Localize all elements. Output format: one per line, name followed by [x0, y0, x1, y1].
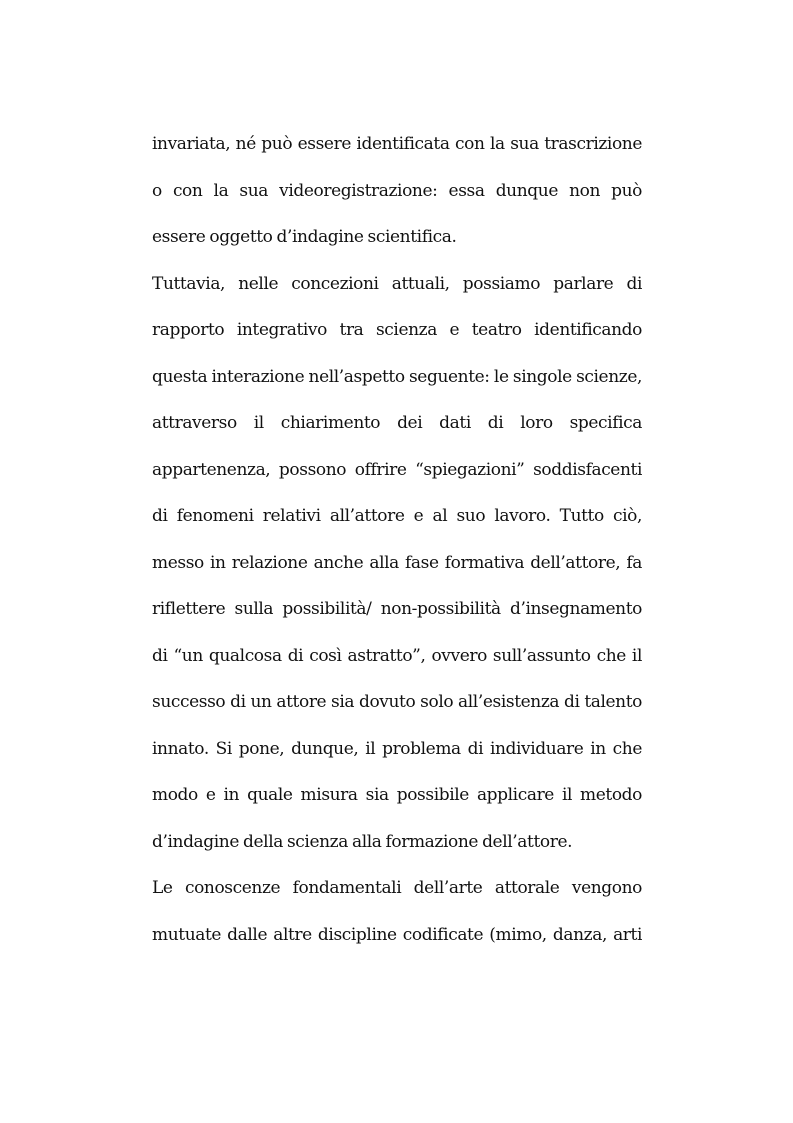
text-line: modo e in quale misura sia possibile applicare il metodo	[152, 785, 642, 805]
text-line: o con la sua videoregistrazione: essa dunque non può	[152, 180, 642, 201]
paragraph-3	[152, 872, 642, 965]
text-line: innato. Si pone, dunque, il problema di individuare in che	[152, 738, 642, 759]
paragraph-1	[152, 128, 642, 268]
text-line: mutuate dalle altre discipline codificate (mimo, danza, arti	[152, 924, 642, 945]
text-line: appartenenza, possono offrire “spiegazioni” soddisfacenti	[152, 459, 642, 480]
text-line: attraverso il chiarimento dei dati di loro specifica	[152, 413, 642, 433]
paragraph-2	[152, 268, 642, 873]
text-line: messo in relazione anche alla fase formativa dell’attore, fa	[152, 552, 642, 573]
text-line: questa interazione nell’aspetto seguente: le singole scienze,	[152, 366, 642, 387]
body-text	[152, 128, 642, 965]
text-line: essere oggetto d’indagine scientifica.	[152, 227, 457, 247]
text-line: d’indagine della scienza alla formazione dell’attore.	[152, 831, 573, 852]
text-line: di “un qualcosa di così astratto”, ovvero sull’assunto che il	[152, 645, 642, 666]
text-line: successo di un attore sia dovuto solo all’esistenza di talento	[152, 692, 642, 712]
text-line: di fenomeni relativi all’attore e al suo lavoro. Tutto ciò,	[152, 506, 642, 526]
text-line: riflettere sulla possibilità/ non-possibilità d’insegnamento	[152, 599, 642, 619]
text-line: Le conoscenze fondamentali dell’arte attorale vengono	[152, 878, 642, 898]
text-line: Tuttavia, nelle concezioni attuali, possiamo parlare di	[152, 273, 642, 294]
text-line: invariata, né può essere identificata con la sua trascrizione	[152, 134, 642, 154]
text-line: rapporto integrativo tra scienza e teatro identificando	[152, 320, 642, 340]
